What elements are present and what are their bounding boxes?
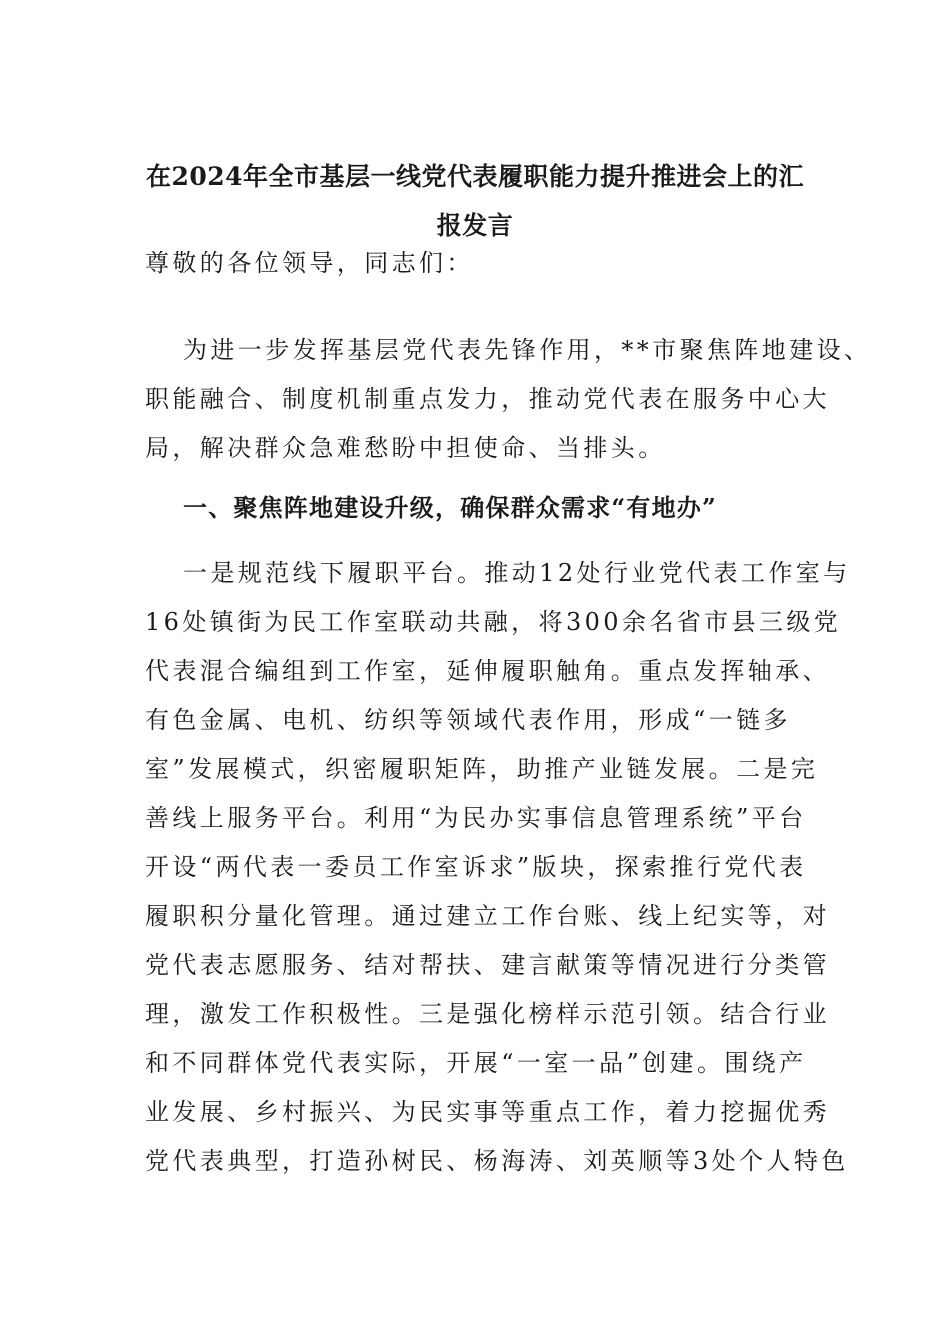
document-title-line-1: 在2024年全市基层一线党代表履职能力提升推进会上的汇 [145,162,805,191]
section-line: 业发展、乡村振兴、为民实事等重点工作，着力挖掘优秀 [145,1098,830,1126]
section-line: 有色金属、电机、纺织等领域代表作用，形成“一链多 [145,706,791,734]
salutation: 尊敬的各位领导，同志们： [145,249,474,277]
section-line: 一是规范线下履职平台。推动12处行业党代表工作室与 [183,559,851,587]
section-line: 室”发展模式，织密履职矩阵，助推产业链发展。二是完 [145,755,819,783]
section-line: 善线上服务平台。利用“为民办实事信息管理系统”平台 [145,804,807,832]
section-line: 理，激发工作积极性。三是强化榜样示范引领。结合行业 [145,1000,830,1028]
section-line: 16处镇街为民工作室联动共融，将300余名省市县三级党 [145,608,842,636]
intro-line: 职能融合、制度机制重点发力，推动党代表在服务中心大 [145,385,830,413]
intro-line: 为进一步发挥基层党代表先锋作用，**市聚焦阵地建设、 [183,336,872,364]
section-line: 党代表志愿服务、结对帮扶、建言献策等情况进行分类管 [145,951,830,979]
section-heading: 一、聚焦阵地建设升级，确保群众需求“有地办” [183,493,718,522]
section-line: 代表混合编组到工作室，延伸履职触角。重点发挥轴承、 [145,657,830,685]
section-line: 履职积分量化管理。通过建立工作台账、线上纪实等，对 [145,902,830,930]
section-line: 和不同群体党代表实际，开展“一室一品”创建。围绕产 [145,1049,807,1077]
intro-line: 局，解决群众急难愁盼中担使命、当排头。 [145,434,666,462]
section-line: 党代表典型，打造孙树民、杨海涛、刘英顺等3处个人特色 [145,1147,849,1175]
document-title-line-2: 报发言 [436,211,514,240]
section-line: 开设“两代表一委员工作室诉求”版块，探索推行党代表 [145,853,807,881]
